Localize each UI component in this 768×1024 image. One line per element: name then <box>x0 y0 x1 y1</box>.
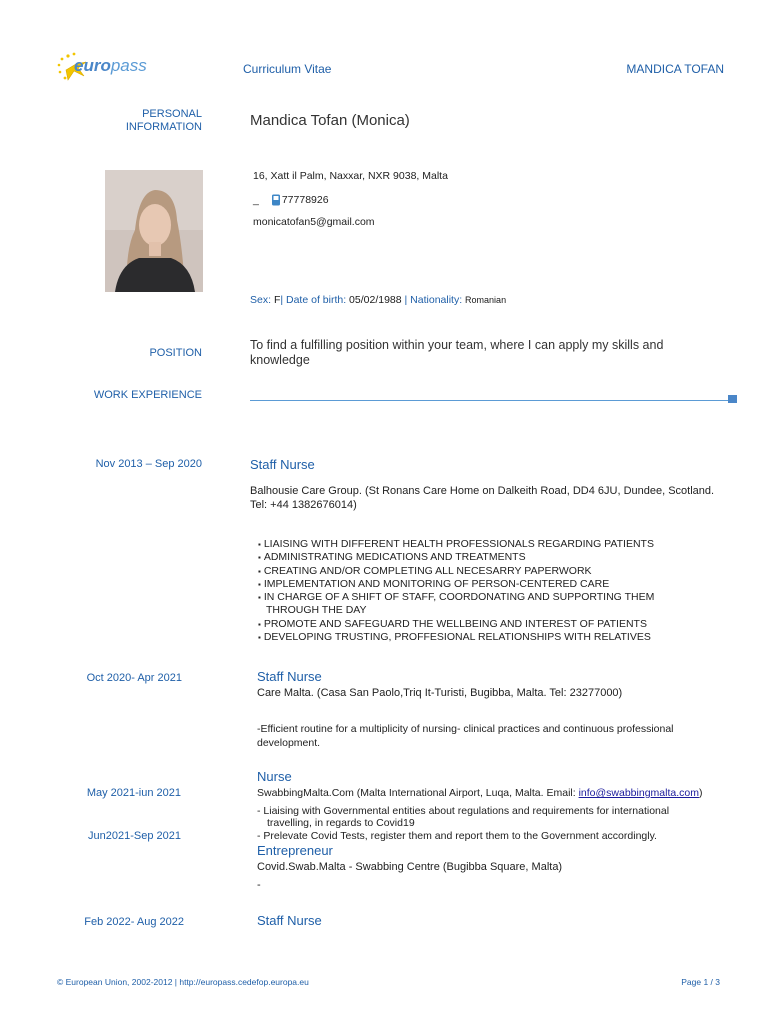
owner-name-header: MANDICA TOFAN <box>626 62 724 76</box>
phone-icon <box>271 194 281 206</box>
list-item: ▪ LIAISING WITH DIFFERENT HEALTH PROFESSIONALS REGARDING PATIENTS <box>258 538 688 551</box>
phone-prefix: _ <box>253 194 259 206</box>
address: 16, Xatt il Palm, Naxxar, NXR 9038, Malta <box>253 170 448 182</box>
list-item: ▪ PROMOTE AND SAFEGUARD THE WELLBEING AND INTEREST OF PATIENTS <box>258 618 688 631</box>
personal-information-label: PERSONAL INFORMATION <box>125 108 202 133</box>
footer-copyright: © European Union, 2002-2012 | http://europass.cedefop.europa.eu <box>57 977 309 987</box>
document-type: Curriculum Vitae <box>243 62 332 76</box>
phone-row <box>253 194 329 206</box>
dob-label: | Date of birth: <box>280 294 347 306</box>
list-item: ▪ DEVELOPING TRUSTING, PROFFESIONAL RELATIONSHIPS WITH RELATIVES <box>258 631 688 644</box>
list-item: ▪ IMPLEMENTATION AND MONITORING OF PERSON-CENTERED CARE <box>258 578 688 591</box>
full-name: Mandica Tofan (Monica) <box>250 112 410 129</box>
job-1-dates: Nov 2013 – Sep 2020 <box>95 458 202 470</box>
job-2-description: -Efficient routine for a multiplicity of nursing- clinical practices and continuous professional development. <box>257 723 674 749</box>
personal-details-row <box>250 294 506 306</box>
logo-wordmark: europass <box>74 56 147 75</box>
job-2-employer: Care Malta. (Casa San Paolo,Triq It-Turisti, Bugibba, Malta. Tel: 23277000) <box>257 687 623 699</box>
job-2-dates: Oct 2020- Apr 2021 <box>86 672 182 684</box>
job-1-employer: Balhousie Care Group. (St Ronans Care Home on Dalkeith Road, DD4 6JU, Dundee, Scotland. Tel: +44 1382676014) <box>250 485 715 511</box>
email[interactable]: monicatofan5@gmail.com <box>253 216 375 228</box>
job-4-duty: - Prelevate Covid Tests, register them and report them to the Government accordingly. <box>257 830 657 842</box>
job-3-dates: May 2021-iun 2021 <box>86 787 181 799</box>
job-1-duties <box>258 538 688 644</box>
sex-label: Sex: <box>250 294 272 306</box>
page-number: Page 1 / 3 <box>681 977 720 987</box>
profile-photo <box>105 170 203 292</box>
work-experience-label: WORK EXPERIENCE <box>93 389 202 401</box>
nationality-value: Romanian <box>465 295 507 305</box>
job-2-title: Staff Nurse <box>257 669 322 684</box>
dob-value: 05/02/1988 <box>349 294 402 306</box>
position-text: To find a fulfilling position within your team, where I can apply my skills and knowledge <box>250 338 664 367</box>
job-3-title: Nurse <box>257 769 292 784</box>
job-1-title: Staff Nurse <box>250 457 315 472</box>
list-item: ▪ CREATING AND/OR COMPLETING ALL NECESARRY PAPERWORK <box>258 565 688 578</box>
job-3-duty: - Liaising with Governmental entities about regulations and requirements for international travelling, in regards to Covid19 <box>257 805 670 829</box>
job-5-dates: Feb 2022- Aug 2022 <box>84 916 184 928</box>
section-divider <box>250 400 728 401</box>
job-4-title: Entrepreneur <box>257 843 333 858</box>
job-3-employer: SwabbingMalta.Com (Malta International Airport, Luqa, Malta. Email: info@swabbingmalta.com) <box>257 787 703 799</box>
europass-logo <box>56 50 166 86</box>
job-4-employer: Covid.Swab.Malta - Swabbing Centre (Bugibba Square, Malta) <box>257 861 563 873</box>
phone-number: 77778926 <box>281 194 329 206</box>
list-item: ▪ ADMINISTRATING MEDICATIONS AND TREATMENTS <box>258 551 688 564</box>
job-4-dash: - <box>257 879 261 891</box>
sex-value: F <box>273 294 281 306</box>
list-item: ▪ IN CHARGE OF A SHIFT OF STAFF, COORDONATING AND SUPPORTING THEM THROUGH THE DAY <box>258 591 688 618</box>
employer-email-link[interactable]: info@swabbingmalta.com <box>578 787 699 799</box>
nationality-label: | Nationality: <box>404 294 463 306</box>
position-label: POSITION <box>149 347 202 359</box>
job-4-dates: Jun2021-Sep 2021 <box>88 830 181 842</box>
job-5-title: Staff Nurse <box>257 913 322 928</box>
section-divider-end-marker <box>728 395 737 403</box>
